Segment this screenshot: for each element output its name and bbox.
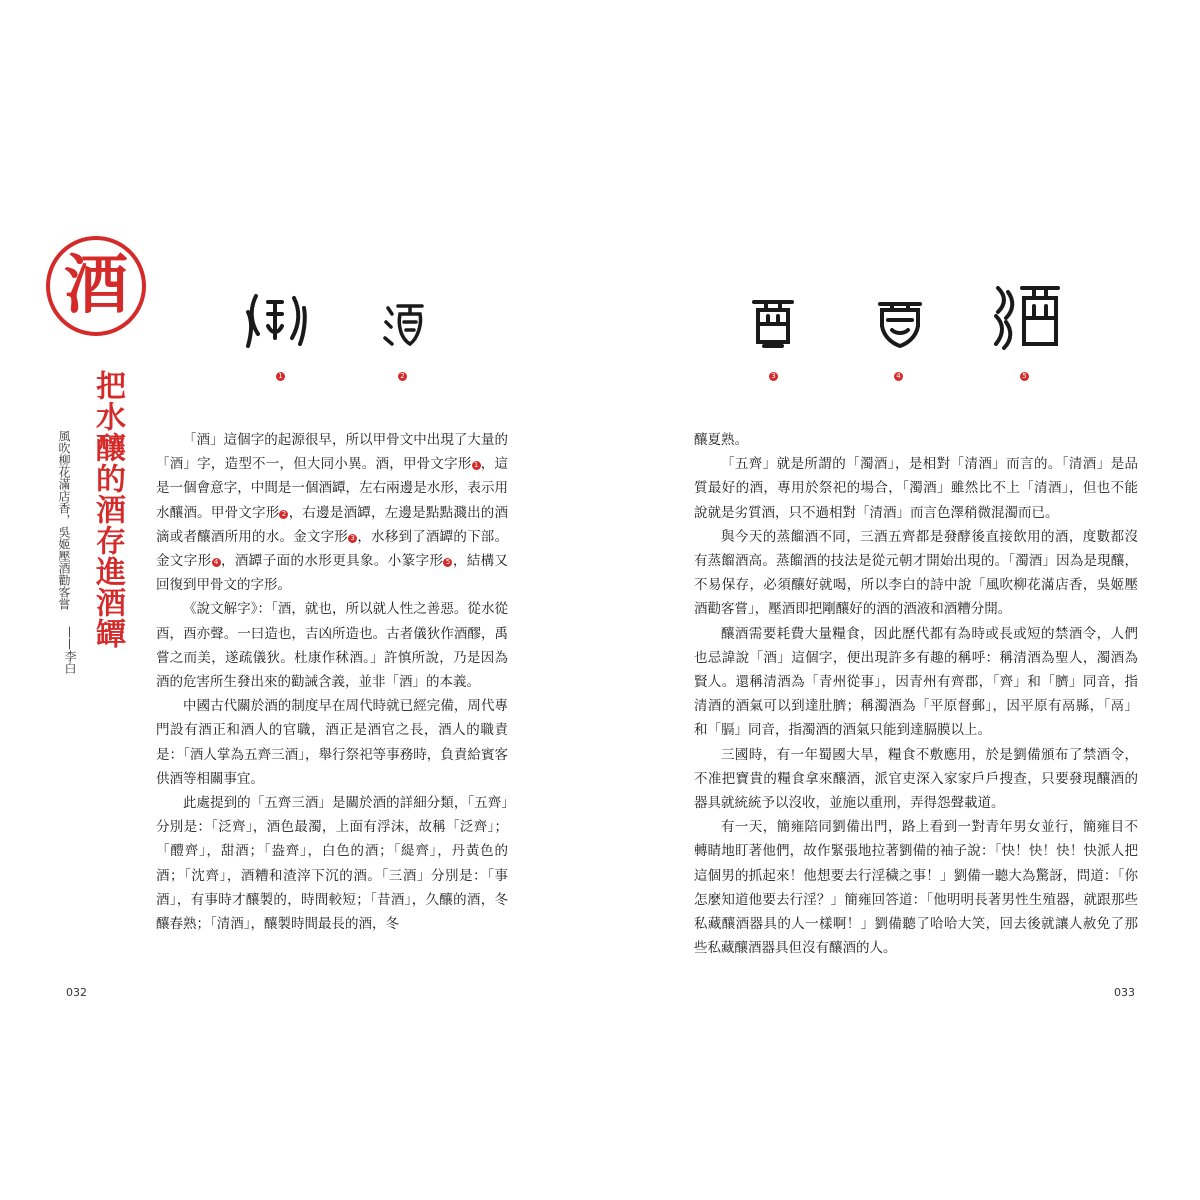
paragraph: 《說文解字》：「酒，就也，所以就人性之善惡。從水從酉，酉亦聲。一曰造也，吉凶所造也。古者儀狄作酒醪，禹嘗之而美，遂疏儀狄。杜康作秫酒。」許慎所說，乃是因為酒的危害所生發出來的勸誡含義，並非「酒」的本義。	[156, 601, 508, 691]
page-number-right: 033	[1114, 986, 1135, 999]
glyph-number-2: 2	[398, 372, 407, 381]
glyph-number-1: 1	[276, 372, 285, 381]
seal-char: 酒	[64, 248, 128, 323]
chapter-title: 把水釀的酒存進酒罈	[90, 370, 125, 649]
glyph-number-3: 3	[769, 372, 778, 381]
paragraph: 釀酒需要耗費大量糧食，因此歷代都有為時或長或短的禁酒令，人們也忌諱說「酒」這個字，便出現許多有趣的稱呼：稱清酒為聖人，濁酒為賢人。還稱清酒為「青州從事」，因青州有齊郡，「齊」和「臍」同音，指清酒的酒氣可以到達肚臍；稱濁酒為「平原督郵」，因平原有鬲縣，「鬲」和「膈」同音，指濁酒的酒氣只能到達膈膜以上。	[694, 625, 1138, 739]
paragraph: 有一天，簡雍陪同劉備出門，路上看到一對青年男女並行，簡雍目不轉睛地盯著他們，故作緊張地拉著劉備的袖子說：「快！快！快！快派人把這個男的抓起來！他想要去行淫穢之事！」劉備一聽大為驚訝，問道：「你怎麼知道他要去行淫？」簡雍回答道：「他明明長著男性生殖器，就跟那些私藏釀酒器具的人一樣啊！」劉備聽了哈哈大笑，回去後就讓人赦免了那些私藏釀酒器具但沒有釀酒的人。	[694, 819, 1138, 957]
bronze-glyph-3-icon	[750, 296, 796, 352]
glyph-number-5: 5	[1020, 372, 1029, 381]
glyph-number-4: 4	[894, 372, 903, 381]
small-seal-glyph-5-icon	[992, 282, 1062, 352]
paragraph: 中國古代關於酒的制度早在周代時就已經完備，周代專門設有酒正和酒人的官職，酒正是酒官之長，酒人的職責是：「酒人掌為五齊三酒」，舉行祭祀等事務時，負責給賓客供酒等相關事宜。	[156, 698, 508, 787]
paragraph: 與今天的蒸餾酒不同，三酒五齊都是發酵後直接飲用的酒，度數都沒有蒸餾酒高。蒸餾酒的技法是從元朝才開始出現的。「濁酒」因為是現釀，不易保存，必須釀好就喝，所以李白的詩中說「風吹柳花滿店香，吳姬壓酒勸客嘗」，壓酒即把剛釀好的酒的酒液和酒糟分開。	[694, 528, 1138, 618]
paragraph: 釀夏熟。	[694, 432, 748, 448]
seal-stamp	[46, 236, 146, 336]
right-page	[600, 0, 1200, 1200]
paragraph: 三國時，有一年蜀國大旱，糧食不敷應用，於是劉備頒布了禁酒令，不准把寶貴的糧食拿來釀酒，派官吏深入家家戶戶搜查，只要發現釀酒的器具就統統予以沒收，並施以重刑，弄得怨聲載道。	[694, 746, 1138, 812]
left-body-text	[156, 428, 508, 936]
page-number-left: 032	[66, 986, 87, 999]
paragraph: 此處提到的「五齊三酒」是關於酒的詳細分類，「五齊」分別是：「泛齊」，酒色最濁，上面有浮沫，故稱「泛齊」；「醴齊」，甜酒；「盎齊」，白色的酒；「緹齊」，丹黃色的酒；「沈齊」，酒糟和渣滓下沉的酒。「三酒」分別是：「事酒」，有事時才釀製的，時間較短；「昔酒」，久釀的酒，冬釀春熟；「清酒」，釀製時間最長的酒，冬	[156, 795, 508, 933]
oracle-bone-glyph-2-icon	[382, 300, 426, 350]
oracle-bone-glyph-1-icon	[244, 292, 310, 354]
epigraph-poem: 風吹柳花滿店香，吳姬壓酒勸客嘗	[57, 430, 71, 610]
paragraph: 「酒」這個字的起源很早，所以甲骨文中出現了大量的「酒」字，造型不一，但大同小異。酒，甲骨文字形 1 ，這是一個會意字，中間是一個酒罈，左右兩邊是水形，表示用水釀酒。甲骨文字形 2 ，右邊是酒罈，左邊是點點濺出的酒滴或者釀酒所用的水。金文字形 3 ，水移到了酒罈的下部。金文字形 4 ，酒罈子面的水形更具象。小篆字形 5 ，結構又回復到甲骨文的字形。	[156, 432, 509, 594]
epigraph-author: ——李白	[63, 626, 77, 674]
bronze-glyph-4-icon	[876, 298, 924, 350]
paragraph: 「五齊」就是所謂的「濁酒」，是相對「清酒」而言的。「清酒」是品質最好的酒，專用於祭祀的場合，「濁酒」雖然比不上「清酒」，但也不能說就是劣質酒，只不過相對「清酒」而言色澤稍微混濁而已。	[694, 456, 1138, 521]
right-body-text	[694, 428, 1138, 960]
